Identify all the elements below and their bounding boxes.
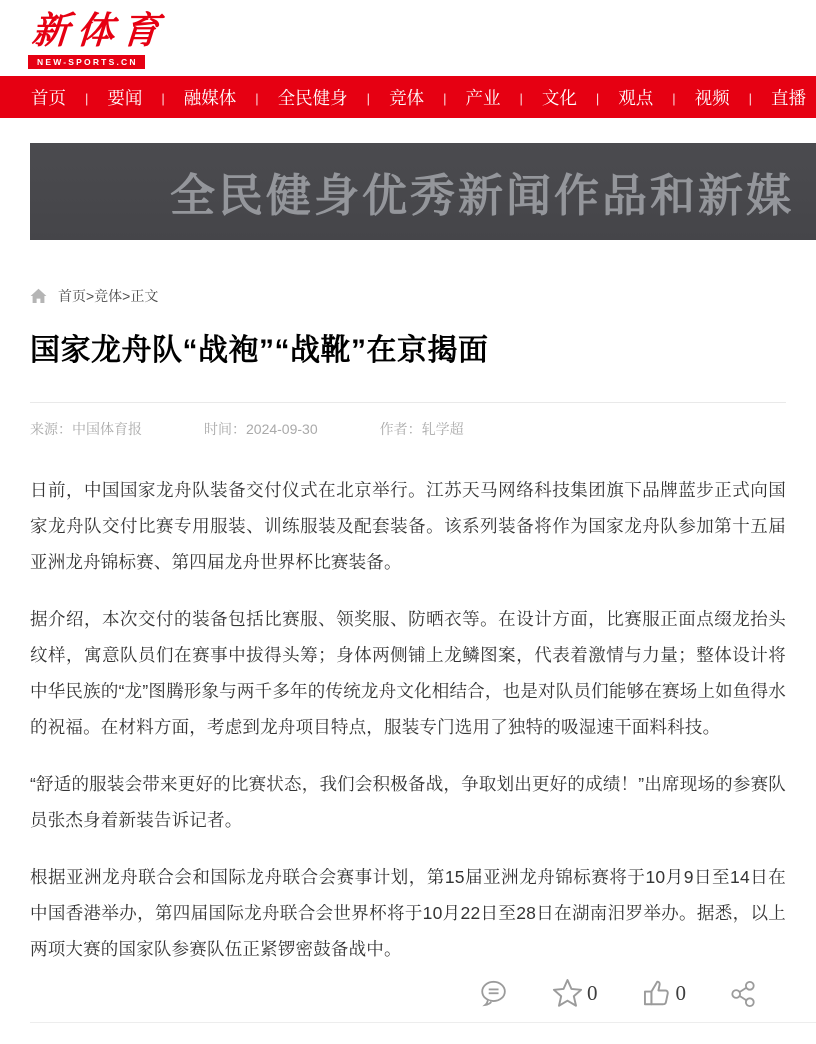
promo-banner[interactable] [30, 143, 816, 240]
nav-item-8[interactable]: 视频 [694, 87, 730, 108]
comment-button[interactable] [477, 978, 509, 1010]
meta-source: 来源：中国体育报 [30, 421, 142, 437]
meta-time: 时间：2024-09-30 [204, 421, 318, 437]
star-count: 0 [587, 981, 598, 1005]
star-button[interactable] [551, 977, 598, 1010]
nav-separator: | [161, 90, 165, 106]
bottom-divider [30, 1022, 816, 1023]
site-logo-domain: NEW-SPORTS.CN [28, 55, 145, 69]
nav-item-9[interactable]: 直播 [771, 87, 807, 108]
share-icon [728, 979, 758, 1009]
article-meta [30, 402, 786, 439]
article-paragraph-2: 据介绍，本次交付的装备包括比赛服、领奖服、防晒衣等。在设计方面，比赛服正面点缀龙抬头纹样，寓意队员们在赛事中拔得头筹；身体两侧铺上龙鳞图案，代表着激情与力量；整体设计将中华民族的“龙”图腾形象与两千多年的传统龙舟文化相结合，也是对队员们能够在赛场上如鱼得水的祝福。在材料方面，考虑到龙舟项目特点，服装专门选用了独特的吸湿速干面料科技。 [30, 609, 786, 737]
article-paragraph-1: 日前，中国国家龙舟队装备交付仪式在北京举行。江苏天马网络科技集团旗下品牌蓝步正式向国家龙舟队交付比赛专用服装、训练服装及配套装备。该系列装备将作为国家龙舟队参加第十五届亚洲龙舟锦标赛、第四届龙舟世界杯比赛装备。 [30, 480, 786, 572]
nav-separator: | [366, 90, 371, 106]
nav-item-4[interactable]: 竞体 [389, 87, 425, 108]
nav-menu [0, 76, 816, 118]
like-button[interactable] [640, 977, 687, 1010]
article-paragraph-3: “舒适的服装会带来更好的比赛状态，我们会积极备战，争取划出更好的成绩！”出席现场的参赛队员张杰身着新装告诉记者。 [30, 774, 786, 830]
site-logo-text: 新体育 [30, 8, 169, 52]
breadcrumb-path: 首页>竞体>正文 [58, 288, 159, 304]
article-paragraph-4: 根据亚洲龙舟联合会和国际龙舟联合会赛事计划，第15届亚洲龙舟锦标赛将于10月9日至14日在中国香港举办，第四届国际龙舟联合会世界杯将于10月22日至28日在湖南汨罗举办。据悉，以上两项大赛的国家队参赛队伍正紧锣密鼓备战中。 [30, 867, 786, 959]
nav-item-0[interactable]: 首页 [31, 87, 66, 108]
article-body [30, 472, 786, 967]
site-header [0, 0, 816, 76]
like-count: 0 [675, 981, 686, 1005]
nav-separator: | [443, 90, 447, 106]
nav-item-1[interactable]: 要闻 [107, 87, 143, 108]
nav-separator: | [748, 90, 753, 106]
meta-author: 作者：轧学超 [379, 421, 464, 437]
nav-separator: | [595, 90, 600, 106]
star-icon [551, 977, 584, 1010]
nav-item-5[interactable]: 产业 [465, 87, 501, 108]
nav-item-2[interactable]: 融媒体 [183, 87, 237, 108]
nav-separator: | [672, 90, 676, 106]
thumbs-up-icon [640, 977, 673, 1010]
article-title: 国家龙舟队“战袍”“战靴”在京揭面 [30, 334, 489, 367]
nav-separator: | [519, 90, 523, 106]
site-logo[interactable] [28, 8, 167, 70]
nav-item-6[interactable]: 文化 [541, 87, 577, 108]
action-bar [30, 977, 758, 1010]
comment-icon [477, 978, 509, 1010]
home-icon [30, 288, 47, 304]
breadcrumb[interactable] [30, 286, 816, 306]
share-button[interactable] [728, 979, 758, 1009]
nav-separator: | [255, 90, 259, 106]
promo-banner-text: 全民健身优秀新闻作品和新媒 [170, 170, 795, 221]
nav-item-3[interactable]: 全民健身 [277, 87, 348, 108]
nav-separator: | [85, 90, 89, 106]
nav-item-7[interactable]: 观点 [618, 87, 654, 108]
